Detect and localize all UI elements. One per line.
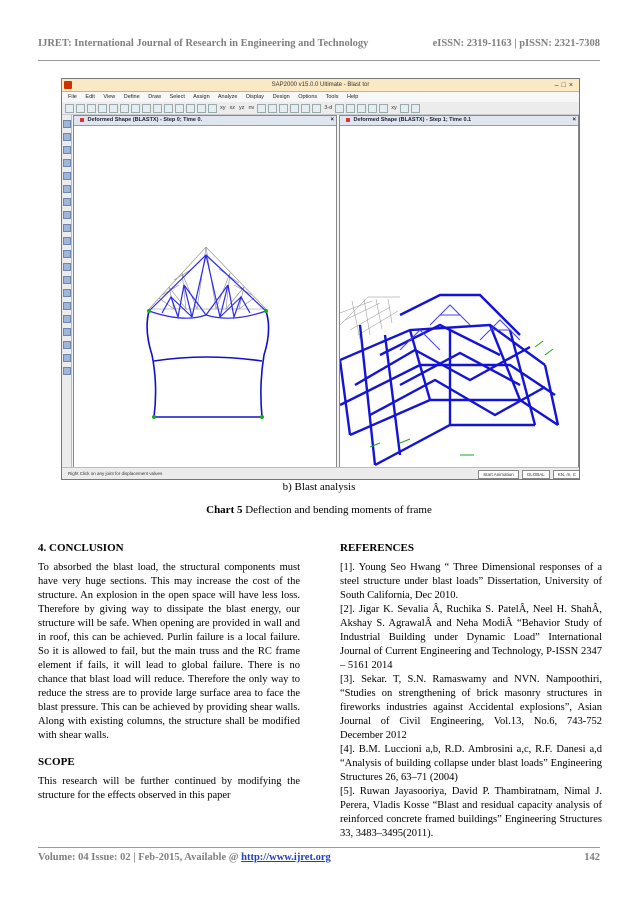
chart-caption [0,504,638,516]
undeformed-roof-mesh [340,297,400,339]
show-stress-icon[interactable] [346,104,355,113]
deformed-frame [147,311,268,417]
scope-body: This research will be further continued by modifying the structure for the effects observed in this paper [38,776,300,801]
refresh-icon[interactable] [120,104,129,113]
work-area [62,115,579,467]
figure-caption: b) Blast analysis [282,481,356,493]
menu-design[interactable]: Design [272,94,290,100]
draw-solid-icon[interactable] [63,185,71,193]
status-text: Right Click on any joint for displacement values [68,471,163,476]
sap2000-screenshot [61,78,580,480]
app-title-bar [62,79,579,92]
reference-item: [1]. Young Seo Hwang “ Three Dimensional responses of a steel structure under blast loads” Dissertation, University of South California, Dec 2010. [340,562,602,601]
table-icon[interactable] [357,104,366,113]
menu-options[interactable]: Options [298,94,318,100]
view-tab-icon [346,118,350,122]
pan-icon[interactable] [197,104,206,113]
units-select[interactable]: KN, m, C [553,470,580,479]
snap-intersect-icon[interactable] [63,367,71,375]
menu-define[interactable]: Define [123,94,140,100]
zoom-window-icon[interactable] [153,104,162,113]
redo-icon[interactable] [109,104,118,113]
undo-icon[interactable] [98,104,107,113]
draw-cable-icon[interactable] [63,159,71,167]
app-window-title: SAP2000 v15.0.0 Ultimate - Blast tor [271,82,370,88]
running-header [38,38,600,49]
zoom-fit-icon[interactable] [186,104,195,113]
draw-area-icon[interactable] [63,172,71,180]
snap-points-icon[interactable] [63,341,71,349]
menu-help[interactable]: Help [347,94,359,100]
footer-volume: Volume: 04 Issue: 02 | Feb-2015, Available @ [38,852,242,863]
view-xy-button[interactable]: xy [220,105,226,111]
assign-load-icon[interactable] [63,289,71,297]
lock-icon[interactable] [131,104,140,113]
view-nv-button[interactable]: nv [248,105,255,111]
menu-tools[interactable]: Tools [325,94,339,100]
reference-item: [4]. B.M. Luccioni a,b, R.D. Ambrosini a,c, R.F. Danesi a,d “Analysis of building collapse under blast loads” Engineering Structures 26, 63–71 (2004) [340,744,602,783]
journal-link[interactable]: http://www.ijret.org [241,852,331,863]
menu-select[interactable]: Select [169,94,185,100]
truss-2d-drawing [74,125,336,467]
display-options-icon[interactable] [290,104,299,113]
right-pane-title: Deformed Shape (BLASTX) - Step 1; Time 0.1 [353,117,472,123]
rotate-3d-icon[interactable] [208,104,217,113]
show-forces-icon[interactable] [312,104,321,113]
toolbar [62,102,579,115]
frame-icon[interactable] [411,104,420,113]
journal-name: IJRET: International Journal of Research in Engineering and Technology [38,38,369,49]
new-file-icon[interactable] [65,104,74,113]
down-arrow-icon[interactable] [279,104,288,113]
left-pane-title: Deformed Shape (BLASTX) - Step 0; Time 0. [87,117,203,123]
footer-info [38,852,331,863]
issn-text: eISSN: 2319-1163 | pISSN: 2321-7308 [432,38,600,49]
menu-draw[interactable]: Draw [148,94,162,100]
close-icon[interactable]: × [572,117,576,123]
menu-analyze[interactable]: Analyze [217,94,238,100]
header-rule [38,60,600,61]
status-bar [62,467,580,480]
reference-item: [3]. Sekar. T, S.N. Ramaswamy and NVN. Nampoothiri, “Studies on strengthening of brick masonry structures in fireworks industries against Accidental explosions”, Asian Journal of Civil Engineering, Vol.13, No.6, 743-752 December 2012 [340,674,602,741]
menu-file[interactable]: File [68,94,77,100]
show-undeformed-icon[interactable] [301,104,310,113]
assign-restraint-icon[interactable] [63,276,71,284]
view-xy2-button[interactable]: xy [391,105,397,111]
chart-caption-label: Chart 5 [206,504,243,516]
run-analysis-icon[interactable] [142,104,151,113]
deformed-frame-3d [340,295,558,465]
draw-section-cut-icon[interactable] [63,211,71,219]
design-icon[interactable] [368,104,377,113]
status-controls [478,470,580,479]
conclusion-body: To absorbed the blast load, the structural components must have very huge sections. This may increase the cost of the structure. An explosion in the open space will have less loss. Therefore by giving way to dissipate the blast energy, our structure will be safe. When opening are provided in wall and in roof, this can be achieved. Purlin failure is a local failure. So it is allowed to fail, but the main truss and the RC frame element if fails, it will lead to global failure. There is no chance that blast load will reduce. Therefore the only way to reduce the stress are to provide large surface area to face the blast pressure. This can be achieved by providing shear walls. Along with existing columns, the structure shall be modified with shear walls. [38,562,300,741]
select-all-icon[interactable] [63,224,71,232]
quick-draw-icon[interactable] [63,198,71,206]
menu-assign[interactable]: Assign [193,94,210,100]
window-controls[interactable]: –□× [554,82,576,89]
draw-joint-icon[interactable] [63,133,71,141]
pointer-tool-icon[interactable] [63,120,71,128]
view-tab-icon [80,118,84,122]
save-icon[interactable] [87,104,96,113]
clear-selection-icon[interactable] [63,250,71,258]
grid-icon[interactable] [379,104,388,113]
draw-frame-icon[interactable] [63,146,71,154]
menu-display[interactable]: Display [245,94,265,100]
view-xz-button[interactable]: xz [229,105,235,111]
open-file-icon[interactable] [76,104,85,113]
left-column [38,541,300,803]
up-arrow-icon[interactable] [268,104,277,113]
left-view-pane[interactable] [73,115,337,469]
zoom-in-icon[interactable] [164,104,173,113]
scope-heading: SCOPE [38,756,75,768]
footer-rule [38,847,600,848]
coord-system-select[interactable]: GLOBAL [522,470,550,479]
menu-bar [62,92,579,102]
zoom-out-icon[interactable] [175,104,184,113]
chart-caption-text: Deflection and bending moments of frame [242,504,432,516]
chart-icon[interactable] [400,104,409,113]
start-animation-button[interactable]: Start Animation [478,470,519,479]
structure-3d-drawing [340,125,578,467]
right-view-pane[interactable] [339,115,579,469]
conclusion-heading: 4. CONCLUSION [38,542,124,554]
view-yz-button[interactable]: yz [239,105,245,111]
app-logo-icon [64,81,72,89]
left-tool-strip [62,115,72,467]
assign-release-icon[interactable] [63,315,71,323]
page-number: 142 [584,852,600,863]
view-3d-button[interactable]: 3-d [324,105,333,111]
references-heading: REFERENCES [340,542,414,554]
restore-selection-icon[interactable] [63,237,71,245]
page-footer [38,852,600,863]
perspective-icon[interactable] [257,104,266,113]
menu-edit[interactable]: Edit [85,94,95,100]
right-column [340,541,602,841]
joint-pattern-icon[interactable] [63,328,71,336]
show-deformed-icon[interactable] [335,104,344,113]
close-icon[interactable]: × [330,117,334,123]
assign-section-icon[interactable] [63,302,71,310]
reference-item: [5]. Ruwan Jayasooriya, David P. Thambiratnam, Nimal J. Perera, Vladis Kosse “Blast and residual capacity analysis of reinforced concrete framed buildings” Engineering Structures 33, 3483–3495(2011). [340,786,602,839]
menu-view[interactable]: View [103,94,116,100]
reference-item: [2]. Jigar K. Sevalia Â, Ruchika S. PatelÂ, Neel H. ShahÂ, Akshay S. AgrawalÂ and Neha ModiÂ “Behavior Study of Industrial Building under Dynamic Load” International Journal of Current Engineering and Technology, P-ISSN 2347 – 5161 2014 [340,604,602,671]
intersect-line-icon[interactable] [63,263,71,271]
support-markers [147,309,268,419]
snap-ends-icon[interactable] [63,354,71,362]
